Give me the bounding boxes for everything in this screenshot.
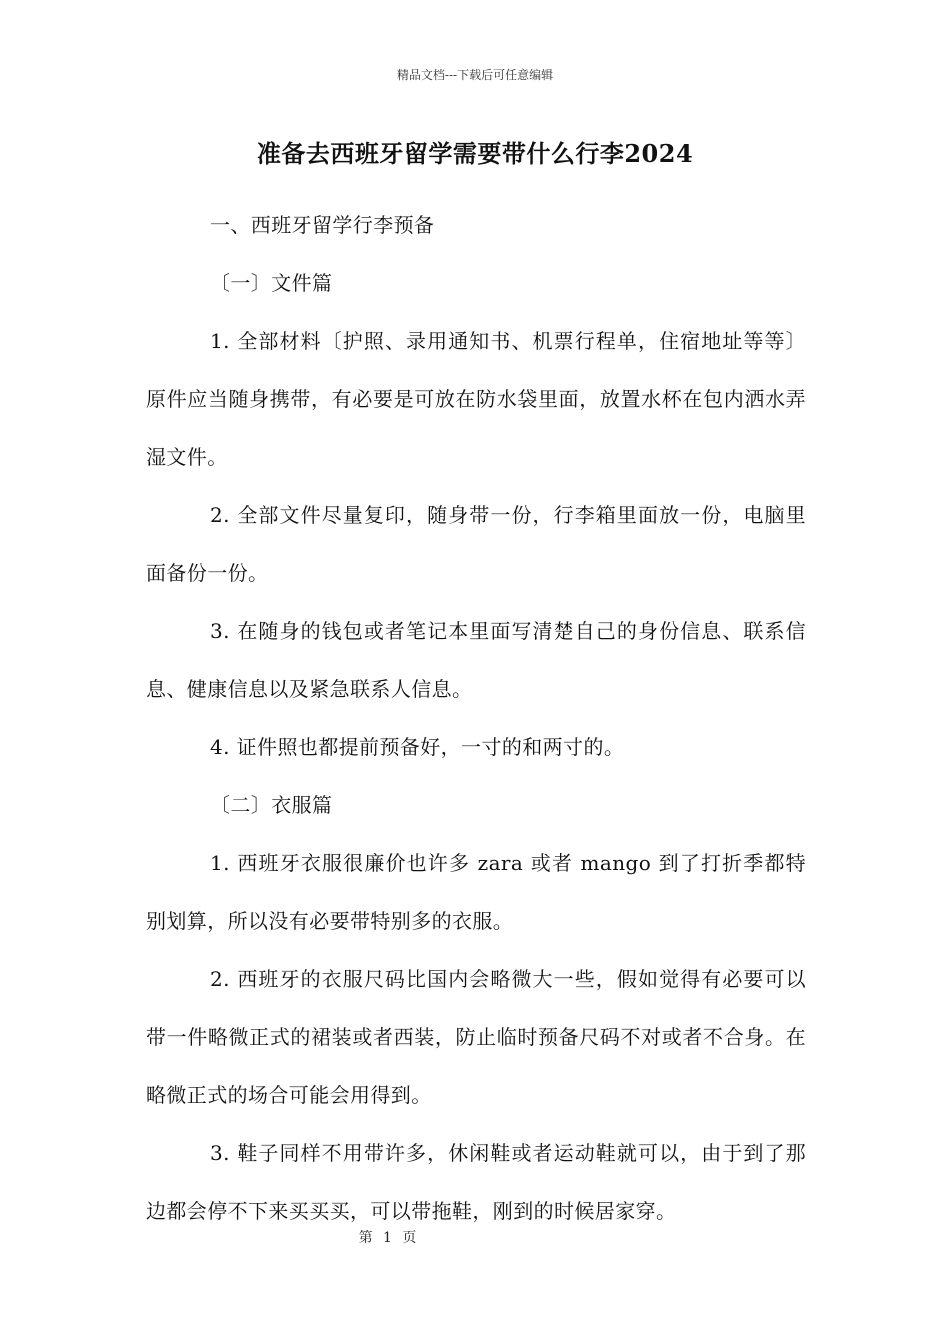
document-body	[146, 196, 806, 1240]
section-heading-1: 一、西班牙留学行李预备	[210, 213, 435, 237]
footer-prefix: 第	[358, 1230, 373, 1246]
paragraph-documents-2: 2. 全部文件尽量复印，随身带一份，行李箱里面放一份，电脑里面备份一份。	[146, 503, 806, 585]
subsection-heading-clothes: 〔二〕衣服篇	[210, 793, 333, 817]
paragraph-documents-4: 4. 证件照也都提前预备好，一寸的和两寸的。	[210, 735, 625, 759]
page-number: 1	[383, 1230, 392, 1246]
subsection-heading-documents: 〔一〕文件篇	[210, 271, 333, 295]
document-title: 准备去西班牙留学需要带什么行李2024	[256, 139, 694, 168]
header-note: 精品文档---下载后可任意编辑	[396, 68, 554, 82]
paragraph-clothes-2: 2. 西班牙的衣服尺码比国内会略微大一些，假如觉得有必要可以带一件略微正式的裙装或者西装，防止临时预备尺码不对或者不合身。在略微正式的场合可能会用得到。	[146, 967, 806, 1107]
footer-suffix: 页	[402, 1230, 417, 1246]
page-footer	[0, 1227, 775, 1247]
paragraph-clothes-1: 1. 西班牙衣服很廉价也许多 zara 或者 mango 到了打折季都特别划算，所以没有必要带特别多的衣服。	[146, 851, 806, 933]
paragraph-documents-3: 3. 在随身的钱包或者笔记本里面写清楚自己的身份信息、联系信息、健康信息以及紧急联系人信息。	[146, 619, 806, 701]
paragraph-documents-1: 1. 全部材料〔护照、录用通知书、机票行程单，住宿地址等等〕原件应当随身携带，有必要是可放在防水袋里面，放置水杯在包内洒水弄湿文件。	[146, 329, 806, 469]
paragraph-clothes-3: 3. 鞋子同样不用带许多，休闲鞋或者运动鞋就可以，由于到了那边都会停不下来买买买，可以带拖鞋，刚到的时候居家穿。	[146, 1141, 806, 1223]
